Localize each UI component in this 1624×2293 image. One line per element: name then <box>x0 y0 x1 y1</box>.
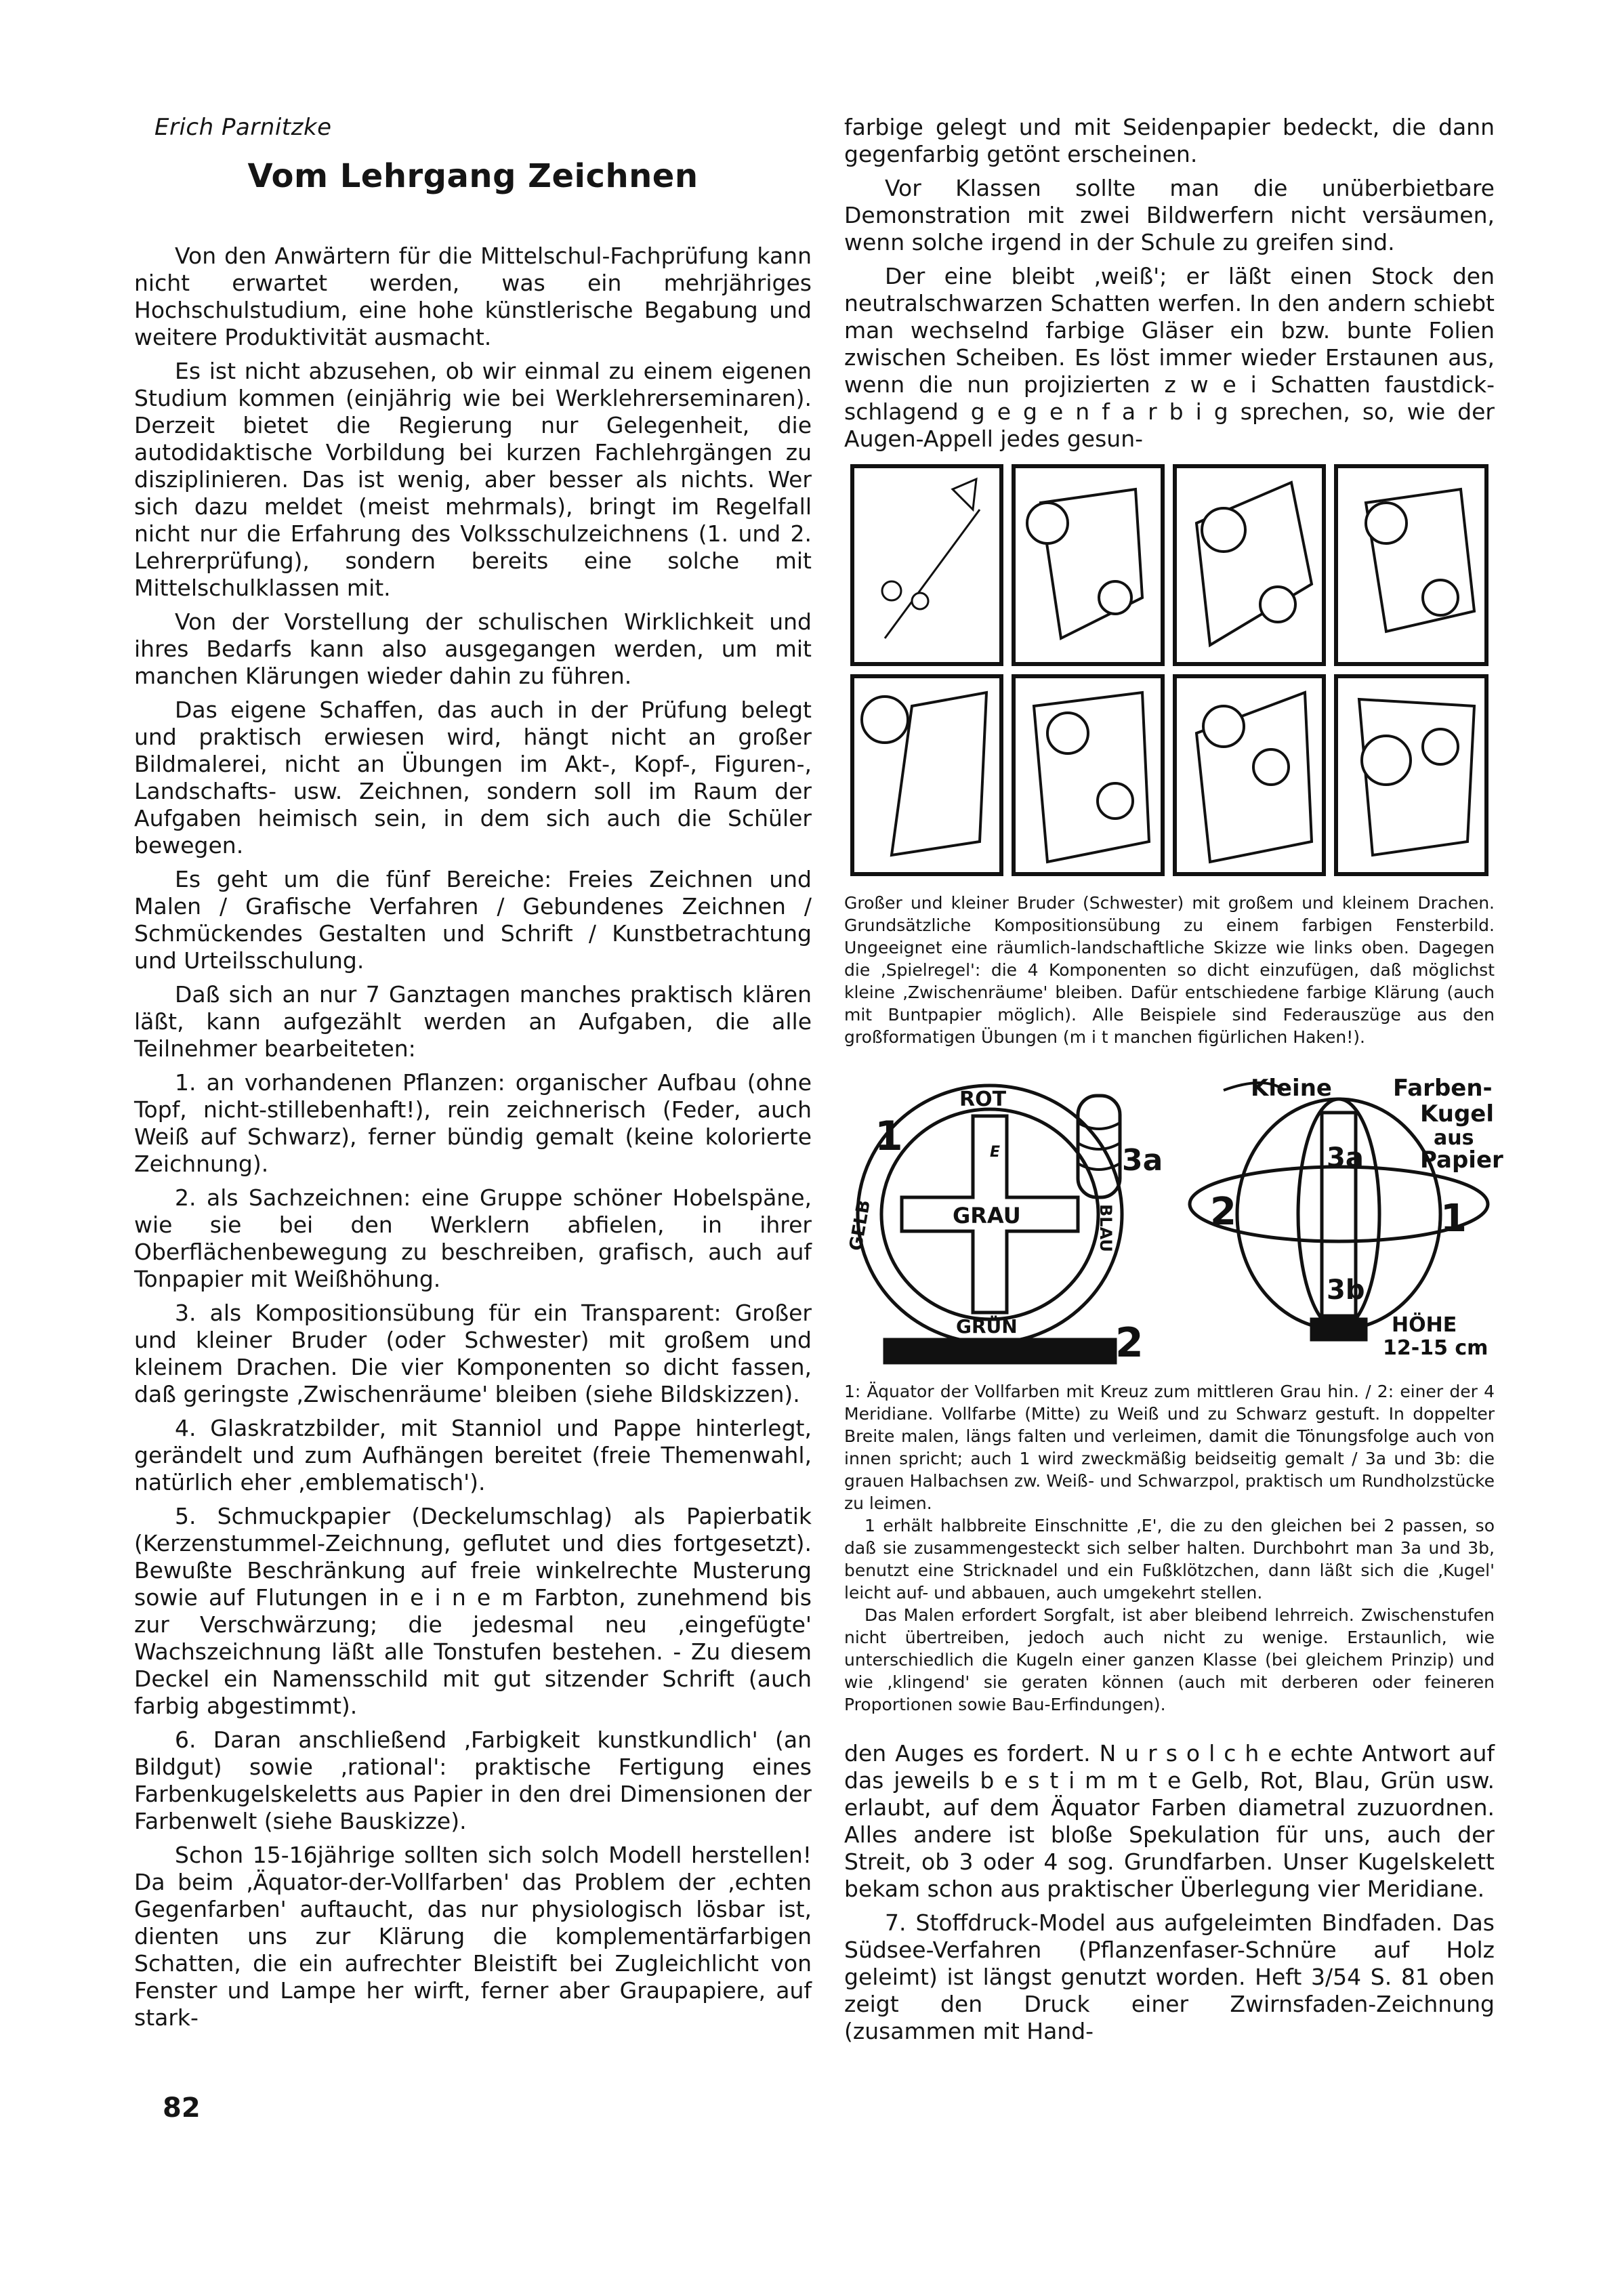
label-aus: aus <box>1434 1126 1474 1150</box>
label-hoehe-value: 12-15 cm <box>1383 1336 1488 1360</box>
label-kleine: Kleine <box>1251 1075 1332 1102</box>
figure-caption: 1: Äquator der Vollfarben mit Kreuz zum mittleren Grau hin. / 2: einer der 4 Meridiane. Vollfarbe (Mitte) zu Weiß und zu Schwarz gestuft. In doppelter Breite malen, längs falten und verleimen, damit die Tönungsfolge auch von innen spricht; auch 1 wird zweckmäßig beidseitig gemalt / 3a und 3b: die grauen Halbachsen zw. Weiß- und Schwarzpol, praktisch um Rundholzstücke zu leimen. <box>844 1382 1495 1513</box>
label-farben: Farben- <box>1393 1075 1493 1102</box>
figure-caption: Das Malen erfordert Sorgfalt, ist aber bleibend lehrreich. Zwischenstufen nicht übertreiben, jedoch auch nicht zu wenige. Erstaunlich, wie unterschiedlich die Kugeln einer ganzen Klasse (bei gleichem Prinzip) und wie ‚klingend' sie geraten können (auch mit derberen oder feineren Proportionen sowie Bau-Erfindungen). <box>844 1605 1495 1714</box>
left-column <box>134 114 812 2038</box>
paragraph: Daß sich an nur 7 Ganztagen manches praktisch klären läßt, kann aufgezählt werden an Aufgaben, die alle Teilnehmer bearbeiteten: <box>134 981 812 1062</box>
list-item: 3. als Kompositionsübung für ein Transparent: Großer und kleiner Bruder (oder Schwester) mit großem und kleinem Drachen. Die vier Komponenten so dicht fassen, daß geringste ‚Zwischenräume' bleiben (siehe Bildskizzen). <box>134 1300 812 1407</box>
list-item: 1. an vorhandenen Pflanzen: organischer Aufbau (ohne Topf, nicht-stillebenhaft!), rein zeichnerisch (Feder, auch Weiß auf Schwarz), ferner bündig gemalt (keine kolorierte Zeichnung). <box>134 1069 812 1177</box>
label-3b: 3b <box>1327 1275 1365 1306</box>
paragraph: Es geht um die fünf Bereiche: Freies Zeichnen und Malen / Grafische Verfahren / Gebundenes Zeichnen / Schmückendes Gestalten und Schrift / Kunstbetrachtung und Urteilsschulung. <box>134 866 812 974</box>
label-blau: BLAU <box>1096 1204 1115 1252</box>
paragraph: den Auges es fordert. N u r s o l c h e echte Antwort auf das jeweils b e s t i m m t e Gelb, Rot, Blau, Grün usw. erlaubt, auf dem Äquator Farben diametral zuzuordnen. Alles andere ist bloße Spekulation für uns, auch der Streit, ob 3 oder 4 sog. Grundfarben. Unser Kugelskelett bekam schon aus praktischer Überlegung vier Meridiane. <box>844 1740 1495 1902</box>
list-item: 4. Glaskratzbilder, mit Stanniol und Pappe hinterlegt, gerändelt und zum Aufhängen bereitet (freie Themenwahl, natürlich eher ‚emblematisch'). <box>134 1415 812 1495</box>
label-2-sphere: 2 <box>1210 1190 1236 1234</box>
label-grau: GRAU <box>953 1203 1021 1228</box>
label-rot: ROT <box>959 1088 1007 1111</box>
figure-color-sphere-sketch <box>844 1075 1503 1373</box>
right-column <box>844 114 1503 2052</box>
label-gruen: GRÜN <box>956 1315 1018 1338</box>
paragraph: Schon 15-16jährige sollten sich solch Modell herstellen! Da beim ‚Äquator-der-Vollfarben' das Problem der ‚echten Gegenfarben' auftaucht, das nur physiologisch lösbar ist, dienten uns zur Klärung die komplementärfarbigen Schatten, die ein aufrechter Bleistift bei Zugleichlicht von Fenster und Lampe her wirft, ferner aber Graupapiere, auf stark- <box>134 1842 812 2031</box>
sketch-panel <box>1336 466 1486 664</box>
figure-brothers-kite-sketches <box>844 462 1495 882</box>
label-kugel: Kugel <box>1420 1100 1495 1128</box>
label-papier: Papier <box>1420 1146 1503 1174</box>
sketch-panel <box>852 466 1001 664</box>
list-item: 7. Stoffdruck-Model aus aufgeleimten Bindfaden. Das Südsee-Verfahren (Pflanzenfaser-Schnüre auf Holz geleimt) ist längst genutzt worden. Heft 3/54 S. 81 oben zeigt den Druck einer Zwirnsfaden-Zeichnung (zusammen mit Hand- <box>844 1909 1495 2044</box>
label-1: 1 <box>875 1113 903 1160</box>
list-item: 6. Daran anschließend ‚Farbigkeit kunstkundlich' (an Bildgut) sowie ‚rational': praktische Fertigung eines Farbenkugelskeletts aus Papier in den drei Dimensionen der Farbenwelt (siehe Bauskizze). <box>134 1727 812 1834</box>
paragraph: Das eigene Schaffen, das auch in der Prüfung belegt und praktisch erwiesen wird, hängt nicht an großer Bildmalerei, nicht an Übungen im Akt-, Kopf-, Figuren-, Landschafts- usw. Zeichnen, sondern soll im Raum der Aufgaben heimisch sein, in dem sich auch die Schüler bewegen. <box>134 697 812 859</box>
sketch-panel <box>1175 676 1324 874</box>
sketch-panel <box>1014 466 1163 664</box>
sketch-panel <box>1175 466 1324 664</box>
paragraph: Von der Vorstellung der schulischen Wirklichkeit und ihres Bedarfs kann also ausgegangen werden, um mit manchen Klärungen wieder dahin zu führen. <box>134 608 812 689</box>
author: Erich Parnitzke <box>154 114 332 141</box>
paragraph: Es ist nicht abzusehen, ob wir einmal zu einem eigenen Studium kommen (einjährig wie bei Werklehrerseminaren). Derzeit bietet die Regierung nur Gelegenheit, die autodidaktische Vorbildung bei kurzen Fachlehrgängen zu disziplinieren. Das ist wenig, aber besser als nichts. Wer sich dazu meldet (meist mehrmals), bringt im Regelfall nicht nur die Erfahrung des Volksschulzeichnens (1. und 2. Lehrerprüfung), sondern bereits eine solche mit Mittelschulklassen mit. <box>134 358 812 601</box>
paragraph: Der eine bleibt ‚weiß'; er läßt einen Stock den neutralschwarzen Schatten werfen. In den andern schiebt man wechselnd farbige Gläser ein bzw. bunte Folien zwischen Scheiben. Es löst immer wieder Erstaunen aus, wenn die nun projizierten z w e i Schatten faustdick-schlagend g e g e n f a r b i g sprechen, so, wie der Augen-Appell jedes gesun- <box>844 263 1495 452</box>
label-1-sphere: 1 <box>1440 1197 1467 1241</box>
sketch-panel <box>1336 676 1486 874</box>
article-title: Vom Lehrgang Zeichnen <box>247 157 699 195</box>
sketch-panel <box>852 676 1001 874</box>
list-item: 2. als Sachzeichnen: eine Gruppe schöner Hobelspäne, wie sie bei den Werklern abfielen, in ihrer Oberflächenbewegung zu beschreiben, grafisch, auch auf Tonpapier mit Weißhöhung. <box>134 1184 812 1292</box>
label-2: 2 <box>1115 1319 1144 1367</box>
page-number: 82 <box>163 2092 201 2124</box>
label-gelb: GELB <box>846 1198 875 1253</box>
list-item: 5. Schmuckpapier (Deckelumschlag) als Papierbatik (Kerzenstummel-Zeichnung, geflutet und dies fortgesetzt). Bewußte Beschränkung auf freie winkelrechte Musterung sowie auf Flutungen in e i n e m Farbton, zunehmend bis zur Verschwärzung; die jedesmal neu ‚eingefügte' Wachszeichnung läßt alle Tonstufen bestehen. - Zu diesem Deckel ein Namensschild mit gut sitzender Schrift (auch farbig abgestimmt). <box>134 1503 812 1719</box>
paragraph: Von den Anwärtern für die Mittelschul-Fachprüfung kann nicht erwartet werden, was ein mehrjähriges Hochschulstudium, eine hohe künstlerische Begabung und weitere Produktivität ausmacht. <box>134 243 812 350</box>
sketch-panel <box>1014 676 1163 874</box>
label-e: E <box>990 1144 1001 1161</box>
figure-caption: Großer und kleiner Bruder (Schwester) mit großem und kleinem Drachen. Grundsätzliche Kompositionsübung zu einem farbigen Fensterbild. Ungeeignet eine räumlich-landschaftliche Skizze wie links oben. Dagegen die ‚Spielregel': die 4 Komponenten so dicht einzufügen, daß möglichst kleine ‚Zwischenräume' bleiben. Dafür entschiedene farbige Klärung (auch mit Buntpapier möglich). Alle Beispiele sind Federauszüge aus den großformatigen Übungen (m i t manchen figürlichen Haken!). <box>844 893 1495 1047</box>
paragraph: farbige gelegt und mit Seidenpapier bedeckt, die dann gegenfarbig getönt erscheinen. <box>844 114 1495 167</box>
label-3a: 3a <box>1122 1143 1163 1178</box>
paragraph: Vor Klassen sollte man die unüberbietbare Demonstration mit zwei Bildwerfern nicht versäumen, wenn solche irgend in der Schule zu greifen sind. <box>844 175 1495 255</box>
label-hoehe: HÖHE <box>1392 1313 1457 1337</box>
label-3a-sphere: 3a <box>1327 1142 1364 1174</box>
base-bar <box>885 1340 1115 1363</box>
figure-caption: 1 erhält halbbreite Einschnitte ‚E', die zu den gleichen bei 2 passen, so daß sie zusammengesteckt sich selber halten. Durchbohrt man 3a und 3b, benutzt eine Stricknadel und ein Fußklötzchen, dann läßt sich die ‚Kugel' leicht auf- und abbauen, auch umgekehrt stellen. <box>844 1516 1495 1603</box>
